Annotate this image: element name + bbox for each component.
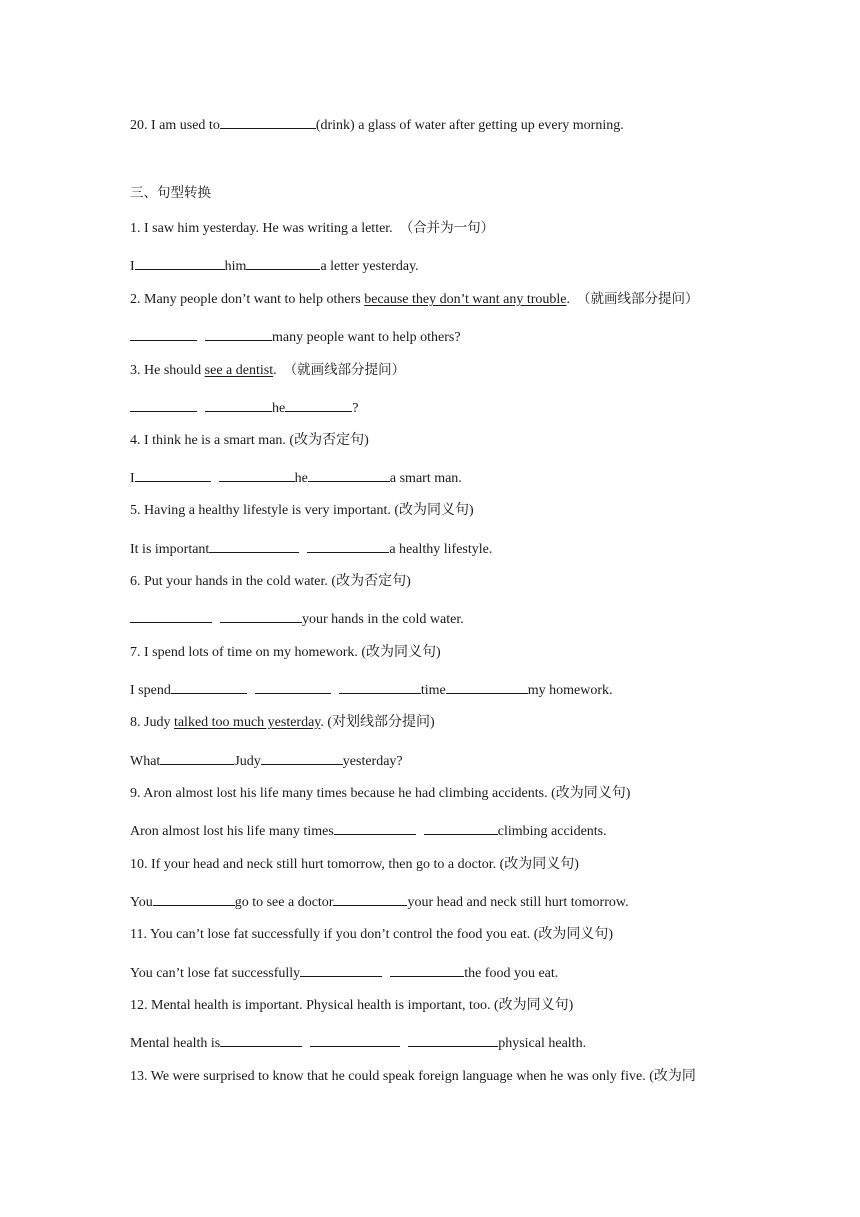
question-4-prompt: 4. I think he is a smart man. (改为否定句) (130, 433, 369, 448)
answer-blank[interactable] (209, 538, 299, 553)
answer-blank[interactable] (160, 750, 234, 765)
answer-text: a smart man. (389, 471, 462, 486)
answer-blank[interactable] (333, 891, 407, 906)
answer-text: climbing accidents. (497, 824, 607, 839)
answer-blank[interactable] (255, 679, 331, 694)
answer-text: many people want to help others? (272, 330, 461, 345)
answer-text: It is important (130, 542, 210, 557)
answer-blank[interactable] (246, 255, 320, 270)
question-20-text-a: 20. I am used to (130, 118, 220, 133)
answer-blank[interactable] (308, 467, 390, 482)
answer-blank[interactable] (135, 255, 225, 270)
question-10-prompt: 10. If your head and neck still hurt tomorrow, then go to a doctor. (改为同义句) (130, 857, 579, 872)
answer-blank[interactable] (307, 538, 389, 553)
section-title: 三、句型转换 (130, 185, 211, 201)
answer-text: a healthy lifestyle. (389, 542, 493, 557)
question-12-answer (130, 1032, 586, 1053)
answer-text: he (272, 401, 286, 416)
question-6-answer (130, 608, 464, 629)
answer-blank[interactable] (153, 891, 235, 906)
question-3-text-end: . (273, 363, 277, 378)
answer-text: time (420, 683, 446, 698)
answer-text: a letter yesterday. (320, 259, 419, 274)
question-1-instruction: （合并为一句） (399, 220, 495, 236)
question-11-prompt: 11. You can’t lose fat successfully if you don’t control the food you eat. (改为同义句) (130, 927, 614, 942)
question-8-text-end: . (对划线部分提问) (320, 715, 435, 730)
answer-blank[interactable] (220, 114, 316, 129)
answer-blank[interactable] (300, 962, 382, 977)
question-5-answer (130, 538, 492, 559)
answer-text: yesterday? (342, 754, 403, 769)
question-9-prompt: 9. Aron almost lost his life many times because he had climbing accidents. (改为同义句) (130, 786, 631, 801)
answer-text: Judy (234, 754, 261, 769)
question-8-answer (130, 750, 403, 771)
question-1-answer (130, 255, 419, 276)
answer-text: Aron almost lost his life many times (130, 824, 334, 839)
answer-blank[interactable] (219, 467, 295, 482)
question-4-answer (130, 467, 462, 488)
question-12-prompt: 12. Mental health is important. Physical health is important, too. (改为同义句) (130, 998, 574, 1013)
answer-text: he (294, 471, 308, 486)
question-11-answer (130, 962, 558, 983)
question-2-instruction: （就画线部分提问） (577, 291, 699, 307)
answer-text: What (130, 754, 161, 769)
answer-blank[interactable] (205, 326, 272, 341)
answer-blank[interactable] (285, 397, 352, 412)
answer-text: your hands in the cold water. (302, 612, 464, 627)
answer-blank[interactable] (408, 1032, 498, 1047)
answer-blank[interactable] (135, 467, 211, 482)
answer-blank[interactable] (130, 397, 197, 412)
answer-text: him (224, 259, 247, 274)
answer-blank[interactable] (130, 326, 197, 341)
answer-blank[interactable] (261, 750, 343, 765)
question-7-answer (130, 679, 612, 700)
underlined-phrase: see a dentist (204, 363, 274, 378)
question-2-answer (130, 326, 461, 347)
question-1-text: 1. I saw him yesterday. He was writing a letter. (130, 221, 393, 236)
answer-blank[interactable] (171, 679, 247, 694)
question-8-prompt (130, 714, 435, 732)
answer-blank[interactable] (130, 608, 212, 623)
answer-text: I (130, 471, 135, 486)
answer-text: ? (352, 401, 359, 416)
question-13-prompt: 13. We were surprised to know that he could speak foreign language when he was only five. (改为同 (130, 1069, 696, 1084)
answer-blank[interactable] (424, 820, 498, 835)
question-2-prompt (130, 290, 699, 309)
answer-text: your head and neck still hurt tomorrow. (407, 895, 629, 910)
answer-blank[interactable] (446, 679, 528, 694)
answer-blank[interactable] (339, 679, 421, 694)
answer-blank[interactable] (220, 608, 302, 623)
question-1-prompt (130, 219, 494, 238)
answer-text: my homework. (527, 683, 613, 698)
answer-text: physical health. (498, 1036, 587, 1051)
answer-blank[interactable] (205, 397, 272, 412)
answer-text: You can’t lose fat successfully (130, 966, 301, 981)
question-5-prompt: 5. Having a healthy lifestyle is very important. (改为同义句) (130, 503, 474, 518)
answer-text: Mental health is (130, 1036, 221, 1051)
question-10-answer (130, 891, 629, 912)
question-9-answer (130, 820, 607, 841)
answer-blank[interactable] (334, 820, 416, 835)
underlined-phrase: because they don’t want any trouble (364, 292, 567, 307)
question-2-text: 2. Many people don’t want to help others (130, 292, 365, 307)
question-7-prompt: 7. I spend lots of time on my homework. (改为同义句) (130, 645, 441, 660)
answer-text: I (130, 259, 135, 274)
answer-text: You (130, 895, 153, 910)
question-3-text: 3. He should (130, 363, 205, 378)
question-8-text: 8. Judy (130, 715, 174, 730)
question-3-answer (130, 397, 358, 418)
answer-blank[interactable] (220, 1032, 302, 1047)
question-6-prompt: 6. Put your hands in the cold water. (改为否定句) (130, 574, 411, 589)
question-3-prompt (130, 361, 405, 380)
answer-text: I spend (130, 683, 171, 698)
question-20 (130, 114, 624, 135)
answer-blank[interactable] (390, 962, 464, 977)
question-3-instruction: （就画线部分提问） (283, 362, 406, 378)
question-2-text-end: . (566, 292, 570, 307)
question-20-text-b: (drink) a glass of water after getting up every morning. (315, 118, 624, 133)
answer-text: go to see a doctor (234, 895, 334, 910)
answer-blank[interactable] (310, 1032, 400, 1047)
answer-text: the food you eat. (464, 966, 559, 981)
underlined-phrase: talked too much yesterday (173, 715, 321, 730)
